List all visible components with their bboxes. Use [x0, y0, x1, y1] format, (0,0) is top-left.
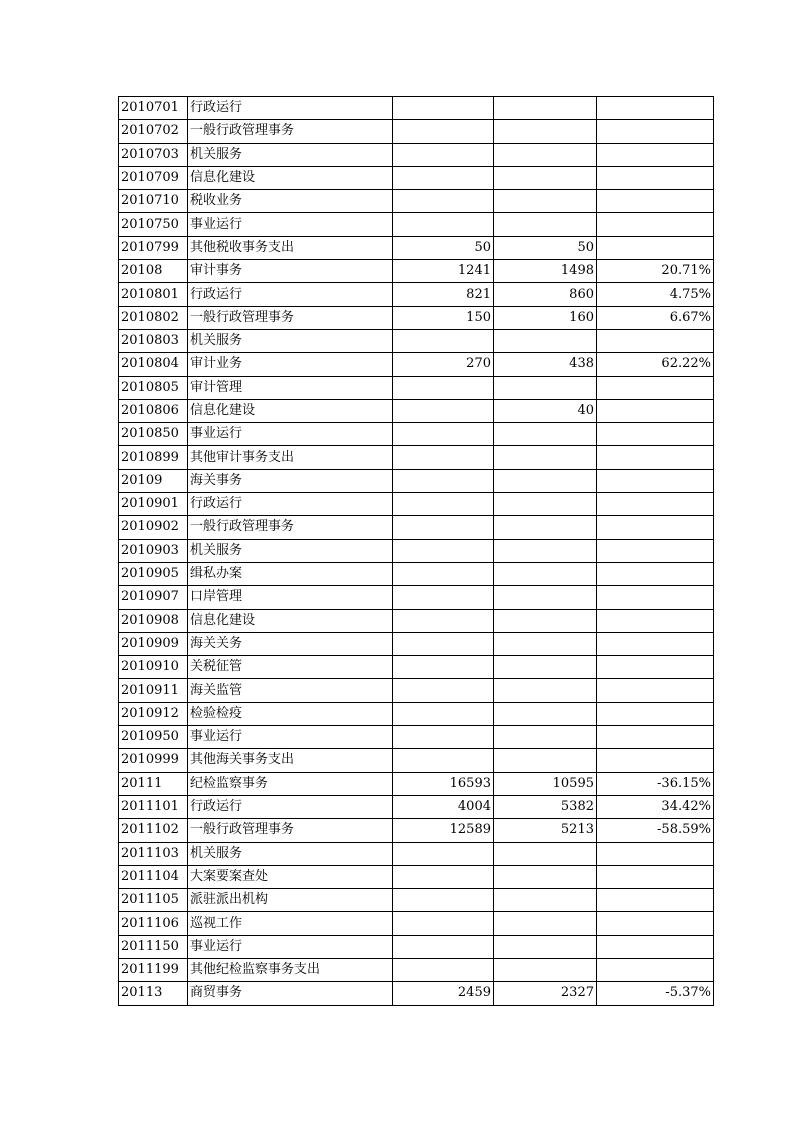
- prior-amount-cell: [393, 609, 494, 632]
- change-percent-cell: [597, 329, 714, 352]
- table-row: [119, 120, 714, 143]
- subject-name-cell: 派驻派出机构: [188, 889, 393, 912]
- current-amount-cell: [494, 912, 597, 935]
- prior-amount-cell: [393, 679, 494, 702]
- current-amount-cell: 438: [494, 353, 597, 376]
- prior-amount-cell: [393, 469, 494, 492]
- current-amount-cell: 50: [494, 236, 597, 259]
- subject-code-cell: 2010750: [119, 213, 188, 236]
- table-row: [119, 889, 714, 912]
- subject-code-cell: 2010804: [119, 353, 188, 376]
- subject-name-cell: 缉私办案: [188, 562, 393, 585]
- subject-code-cell: 2010909: [119, 632, 188, 655]
- table-row: [119, 493, 714, 516]
- subject-name-cell: 事业运行: [188, 213, 393, 236]
- change-percent-cell: 6.67%: [597, 306, 714, 329]
- subject-name-cell: 海关监管: [188, 679, 393, 702]
- current-amount-cell: [494, 726, 597, 749]
- change-percent-cell: [597, 236, 714, 259]
- subject-name-cell: 事业运行: [188, 935, 393, 958]
- subject-name-cell: 机关服务: [188, 842, 393, 865]
- subject-name-cell: 机关服务: [188, 143, 393, 166]
- prior-amount-cell: [393, 958, 494, 981]
- change-percent-cell: [597, 912, 714, 935]
- change-percent-cell: [597, 958, 714, 981]
- subject-name-cell: 审计事务: [188, 260, 393, 283]
- subject-name-cell: 纪检监察事务: [188, 772, 393, 795]
- prior-amount-cell: [393, 190, 494, 213]
- current-amount-cell: [494, 632, 597, 655]
- table-row: [119, 726, 714, 749]
- prior-amount-cell: [393, 726, 494, 749]
- current-amount-cell: [494, 166, 597, 189]
- current-amount-cell: [494, 749, 597, 772]
- subject-code-cell: 2010710: [119, 190, 188, 213]
- budget-table: [118, 96, 714, 1006]
- subject-name-cell: 行政运行: [188, 283, 393, 306]
- change-percent-cell: [597, 702, 714, 725]
- subject-code-cell: 2010803: [119, 329, 188, 352]
- current-amount-cell: [494, 376, 597, 399]
- prior-amount-cell: [393, 749, 494, 772]
- subject-code-cell: 2010799: [119, 236, 188, 259]
- subject-name-cell: 一般行政管理事务: [188, 306, 393, 329]
- subject-code-cell: 20109: [119, 469, 188, 492]
- change-percent-cell: [597, 97, 714, 120]
- current-amount-cell: [494, 935, 597, 958]
- current-amount-cell: [494, 143, 597, 166]
- prior-amount-cell: 12589: [393, 819, 494, 842]
- subject-code-cell: 2010702: [119, 120, 188, 143]
- change-percent-cell: [597, 539, 714, 562]
- current-amount-cell: [494, 190, 597, 213]
- prior-amount-cell: 16593: [393, 772, 494, 795]
- change-percent-cell: -36.15%: [597, 772, 714, 795]
- change-percent-cell: [597, 679, 714, 702]
- prior-amount-cell: [393, 912, 494, 935]
- subject-code-cell: 2010806: [119, 399, 188, 422]
- current-amount-cell: 2327: [494, 982, 597, 1005]
- current-amount-cell: [494, 423, 597, 446]
- current-amount-cell: [494, 656, 597, 679]
- prior-amount-cell: [393, 97, 494, 120]
- change-percent-cell: 62.22%: [597, 353, 714, 376]
- subject-code-cell: 2010701: [119, 97, 188, 120]
- subject-code-cell: 20108: [119, 260, 188, 283]
- change-percent-cell: [597, 609, 714, 632]
- prior-amount-cell: [393, 143, 494, 166]
- subject-code-cell: 2011102: [119, 819, 188, 842]
- subject-name-cell: 审计业务: [188, 353, 393, 376]
- current-amount-cell: [494, 889, 597, 912]
- subject-code-cell: 2010902: [119, 516, 188, 539]
- table-row: [119, 306, 714, 329]
- prior-amount-cell: [393, 889, 494, 912]
- table-row: [119, 865, 714, 888]
- current-amount-cell: [494, 120, 597, 143]
- subject-code-cell: 2010901: [119, 493, 188, 516]
- table-row: [119, 982, 714, 1005]
- subject-name-cell: 大案要案查处: [188, 865, 393, 888]
- change-percent-cell: [597, 120, 714, 143]
- current-amount-cell: [494, 842, 597, 865]
- table-row: [119, 143, 714, 166]
- subject-code-cell: 2010801: [119, 283, 188, 306]
- current-amount-cell: [494, 679, 597, 702]
- subject-code-cell: 2010903: [119, 539, 188, 562]
- table-row: [119, 97, 714, 120]
- table-row: [119, 586, 714, 609]
- prior-amount-cell: [393, 865, 494, 888]
- current-amount-cell: 160: [494, 306, 597, 329]
- subject-code-cell: 2011101: [119, 795, 188, 818]
- prior-amount-cell: 150: [393, 306, 494, 329]
- current-amount-cell: [494, 516, 597, 539]
- table-row: [119, 399, 714, 422]
- subject-name-cell: 其他纪检监察事务支出: [188, 958, 393, 981]
- change-percent-cell: [597, 213, 714, 236]
- table-row: [119, 842, 714, 865]
- prior-amount-cell: 1241: [393, 260, 494, 283]
- change-percent-cell: 20.71%: [597, 260, 714, 283]
- subject-code-cell: 2011104: [119, 865, 188, 888]
- table-row: [119, 539, 714, 562]
- change-percent-cell: [597, 516, 714, 539]
- current-amount-cell: 10595: [494, 772, 597, 795]
- table-row: [119, 329, 714, 352]
- table-row: [119, 958, 714, 981]
- subject-name-cell: 其他税收事务支出: [188, 236, 393, 259]
- subject-name-cell: 其他海关事务支出: [188, 749, 393, 772]
- table-row: [119, 819, 714, 842]
- subject-name-cell: 行政运行: [188, 97, 393, 120]
- current-amount-cell: [494, 213, 597, 236]
- prior-amount-cell: [393, 446, 494, 469]
- change-percent-cell: [597, 749, 714, 772]
- prior-amount-cell: [393, 493, 494, 516]
- subject-name-cell: 一般行政管理事务: [188, 819, 393, 842]
- prior-amount-cell: [393, 516, 494, 539]
- change-percent-cell: 34.42%: [597, 795, 714, 818]
- table-row: [119, 795, 714, 818]
- current-amount-cell: [494, 446, 597, 469]
- current-amount-cell: [494, 97, 597, 120]
- subject-name-cell: 商贸事务: [188, 982, 393, 1005]
- change-percent-cell: -5.37%: [597, 982, 714, 1005]
- table-row: [119, 353, 714, 376]
- subject-code-cell: 2010907: [119, 586, 188, 609]
- change-percent-cell: [597, 889, 714, 912]
- subject-name-cell: 事业运行: [188, 423, 393, 446]
- current-amount-cell: [494, 586, 597, 609]
- table-row: [119, 423, 714, 446]
- change-percent-cell: [597, 865, 714, 888]
- subject-name-cell: 事业运行: [188, 726, 393, 749]
- current-amount-cell: 5213: [494, 819, 597, 842]
- current-amount-cell: 1498: [494, 260, 597, 283]
- subject-code-cell: 2010709: [119, 166, 188, 189]
- current-amount-cell: [494, 609, 597, 632]
- current-amount-cell: [494, 539, 597, 562]
- prior-amount-cell: [393, 656, 494, 679]
- prior-amount-cell: [393, 586, 494, 609]
- prior-amount-cell: [393, 399, 494, 422]
- subject-name-cell: 税收业务: [188, 190, 393, 213]
- table-row: [119, 283, 714, 306]
- current-amount-cell: [494, 329, 597, 352]
- prior-amount-cell: 50: [393, 236, 494, 259]
- subject-code-cell: 2010899: [119, 446, 188, 469]
- subject-name-cell: 信息化建设: [188, 609, 393, 632]
- subject-code-cell: 20111: [119, 772, 188, 795]
- subject-code-cell: 2010911: [119, 679, 188, 702]
- subject-code-cell: 2011199: [119, 958, 188, 981]
- change-percent-cell: [597, 562, 714, 585]
- current-amount-cell: 5382: [494, 795, 597, 818]
- table-row: [119, 446, 714, 469]
- subject-name-cell: 信息化建设: [188, 166, 393, 189]
- prior-amount-cell: [393, 842, 494, 865]
- subject-code-cell: 2011150: [119, 935, 188, 958]
- table-body: [119, 97, 714, 1006]
- change-percent-cell: [597, 423, 714, 446]
- subject-code-cell: 2010999: [119, 749, 188, 772]
- subject-name-cell: 一般行政管理事务: [188, 120, 393, 143]
- current-amount-cell: 860: [494, 283, 597, 306]
- prior-amount-cell: [393, 702, 494, 725]
- change-percent-cell: [597, 446, 714, 469]
- table-row: [119, 609, 714, 632]
- change-percent-cell: [597, 842, 714, 865]
- prior-amount-cell: [393, 213, 494, 236]
- prior-amount-cell: [393, 935, 494, 958]
- subject-name-cell: 行政运行: [188, 795, 393, 818]
- change-percent-cell: [597, 376, 714, 399]
- table-row: [119, 656, 714, 679]
- prior-amount-cell: [393, 539, 494, 562]
- change-percent-cell: [597, 399, 714, 422]
- change-percent-cell: [597, 632, 714, 655]
- subject-code-cell: 2010802: [119, 306, 188, 329]
- subject-code-cell: 2010905: [119, 562, 188, 585]
- table-row: [119, 260, 714, 283]
- subject-code-cell: 2010908: [119, 609, 188, 632]
- table-row: [119, 562, 714, 585]
- subject-name-cell: 口岸管理: [188, 586, 393, 609]
- current-amount-cell: [494, 469, 597, 492]
- subject-code-cell: 2011103: [119, 842, 188, 865]
- subject-name-cell: 机关服务: [188, 329, 393, 352]
- prior-amount-cell: [393, 166, 494, 189]
- change-percent-cell: [597, 726, 714, 749]
- change-percent-cell: [597, 166, 714, 189]
- prior-amount-cell: [393, 120, 494, 143]
- subject-name-cell: 关税征管: [188, 656, 393, 679]
- subject-code-cell: 2010912: [119, 702, 188, 725]
- prior-amount-cell: [393, 632, 494, 655]
- current-amount-cell: [494, 562, 597, 585]
- subject-name-cell: 其他审计事务支出: [188, 446, 393, 469]
- current-amount-cell: [494, 865, 597, 888]
- subject-name-cell: 审计管理: [188, 376, 393, 399]
- subject-code-cell: 2011105: [119, 889, 188, 912]
- current-amount-cell: [494, 958, 597, 981]
- table-row: [119, 516, 714, 539]
- change-percent-cell: [597, 143, 714, 166]
- change-percent-cell: [597, 935, 714, 958]
- table-row: [119, 702, 714, 725]
- subject-name-cell: 检验检疫: [188, 702, 393, 725]
- current-amount-cell: [494, 702, 597, 725]
- current-amount-cell: 40: [494, 399, 597, 422]
- prior-amount-cell: 270: [393, 353, 494, 376]
- subject-name-cell: 巡视工作: [188, 912, 393, 935]
- subject-code-cell: 20113: [119, 982, 188, 1005]
- table-row: [119, 190, 714, 213]
- prior-amount-cell: [393, 329, 494, 352]
- subject-name-cell: 海关事务: [188, 469, 393, 492]
- subject-name-cell: 信息化建设: [188, 399, 393, 422]
- table-row: [119, 935, 714, 958]
- prior-amount-cell: [393, 562, 494, 585]
- change-percent-cell: [597, 656, 714, 679]
- table-row: [119, 236, 714, 259]
- table-row: [119, 376, 714, 399]
- subject-code-cell: 2010910: [119, 656, 188, 679]
- table-row: [119, 469, 714, 492]
- prior-amount-cell: 2459: [393, 982, 494, 1005]
- subject-name-cell: 一般行政管理事务: [188, 516, 393, 539]
- table-row: [119, 749, 714, 772]
- subject-code-cell: 2010805: [119, 376, 188, 399]
- subject-name-cell: 海关关务: [188, 632, 393, 655]
- change-percent-cell: -58.59%: [597, 819, 714, 842]
- change-percent-cell: [597, 190, 714, 213]
- current-amount-cell: [494, 493, 597, 516]
- table-row: [119, 166, 714, 189]
- change-percent-cell: [597, 469, 714, 492]
- subject-code-cell: 2011106: [119, 912, 188, 935]
- subject-name-cell: 行政运行: [188, 493, 393, 516]
- table-row: [119, 912, 714, 935]
- prior-amount-cell: 4004: [393, 795, 494, 818]
- subject-code-cell: 2010703: [119, 143, 188, 166]
- subject-code-cell: 2010850: [119, 423, 188, 446]
- change-percent-cell: [597, 493, 714, 516]
- table-row: [119, 772, 714, 795]
- prior-amount-cell: [393, 376, 494, 399]
- table-row: [119, 679, 714, 702]
- subject-name-cell: 机关服务: [188, 539, 393, 562]
- change-percent-cell: 4.75%: [597, 283, 714, 306]
- subject-code-cell: 2010950: [119, 726, 188, 749]
- table-row: [119, 213, 714, 236]
- table-row: [119, 632, 714, 655]
- prior-amount-cell: [393, 423, 494, 446]
- change-percent-cell: [597, 586, 714, 609]
- prior-amount-cell: 821: [393, 283, 494, 306]
